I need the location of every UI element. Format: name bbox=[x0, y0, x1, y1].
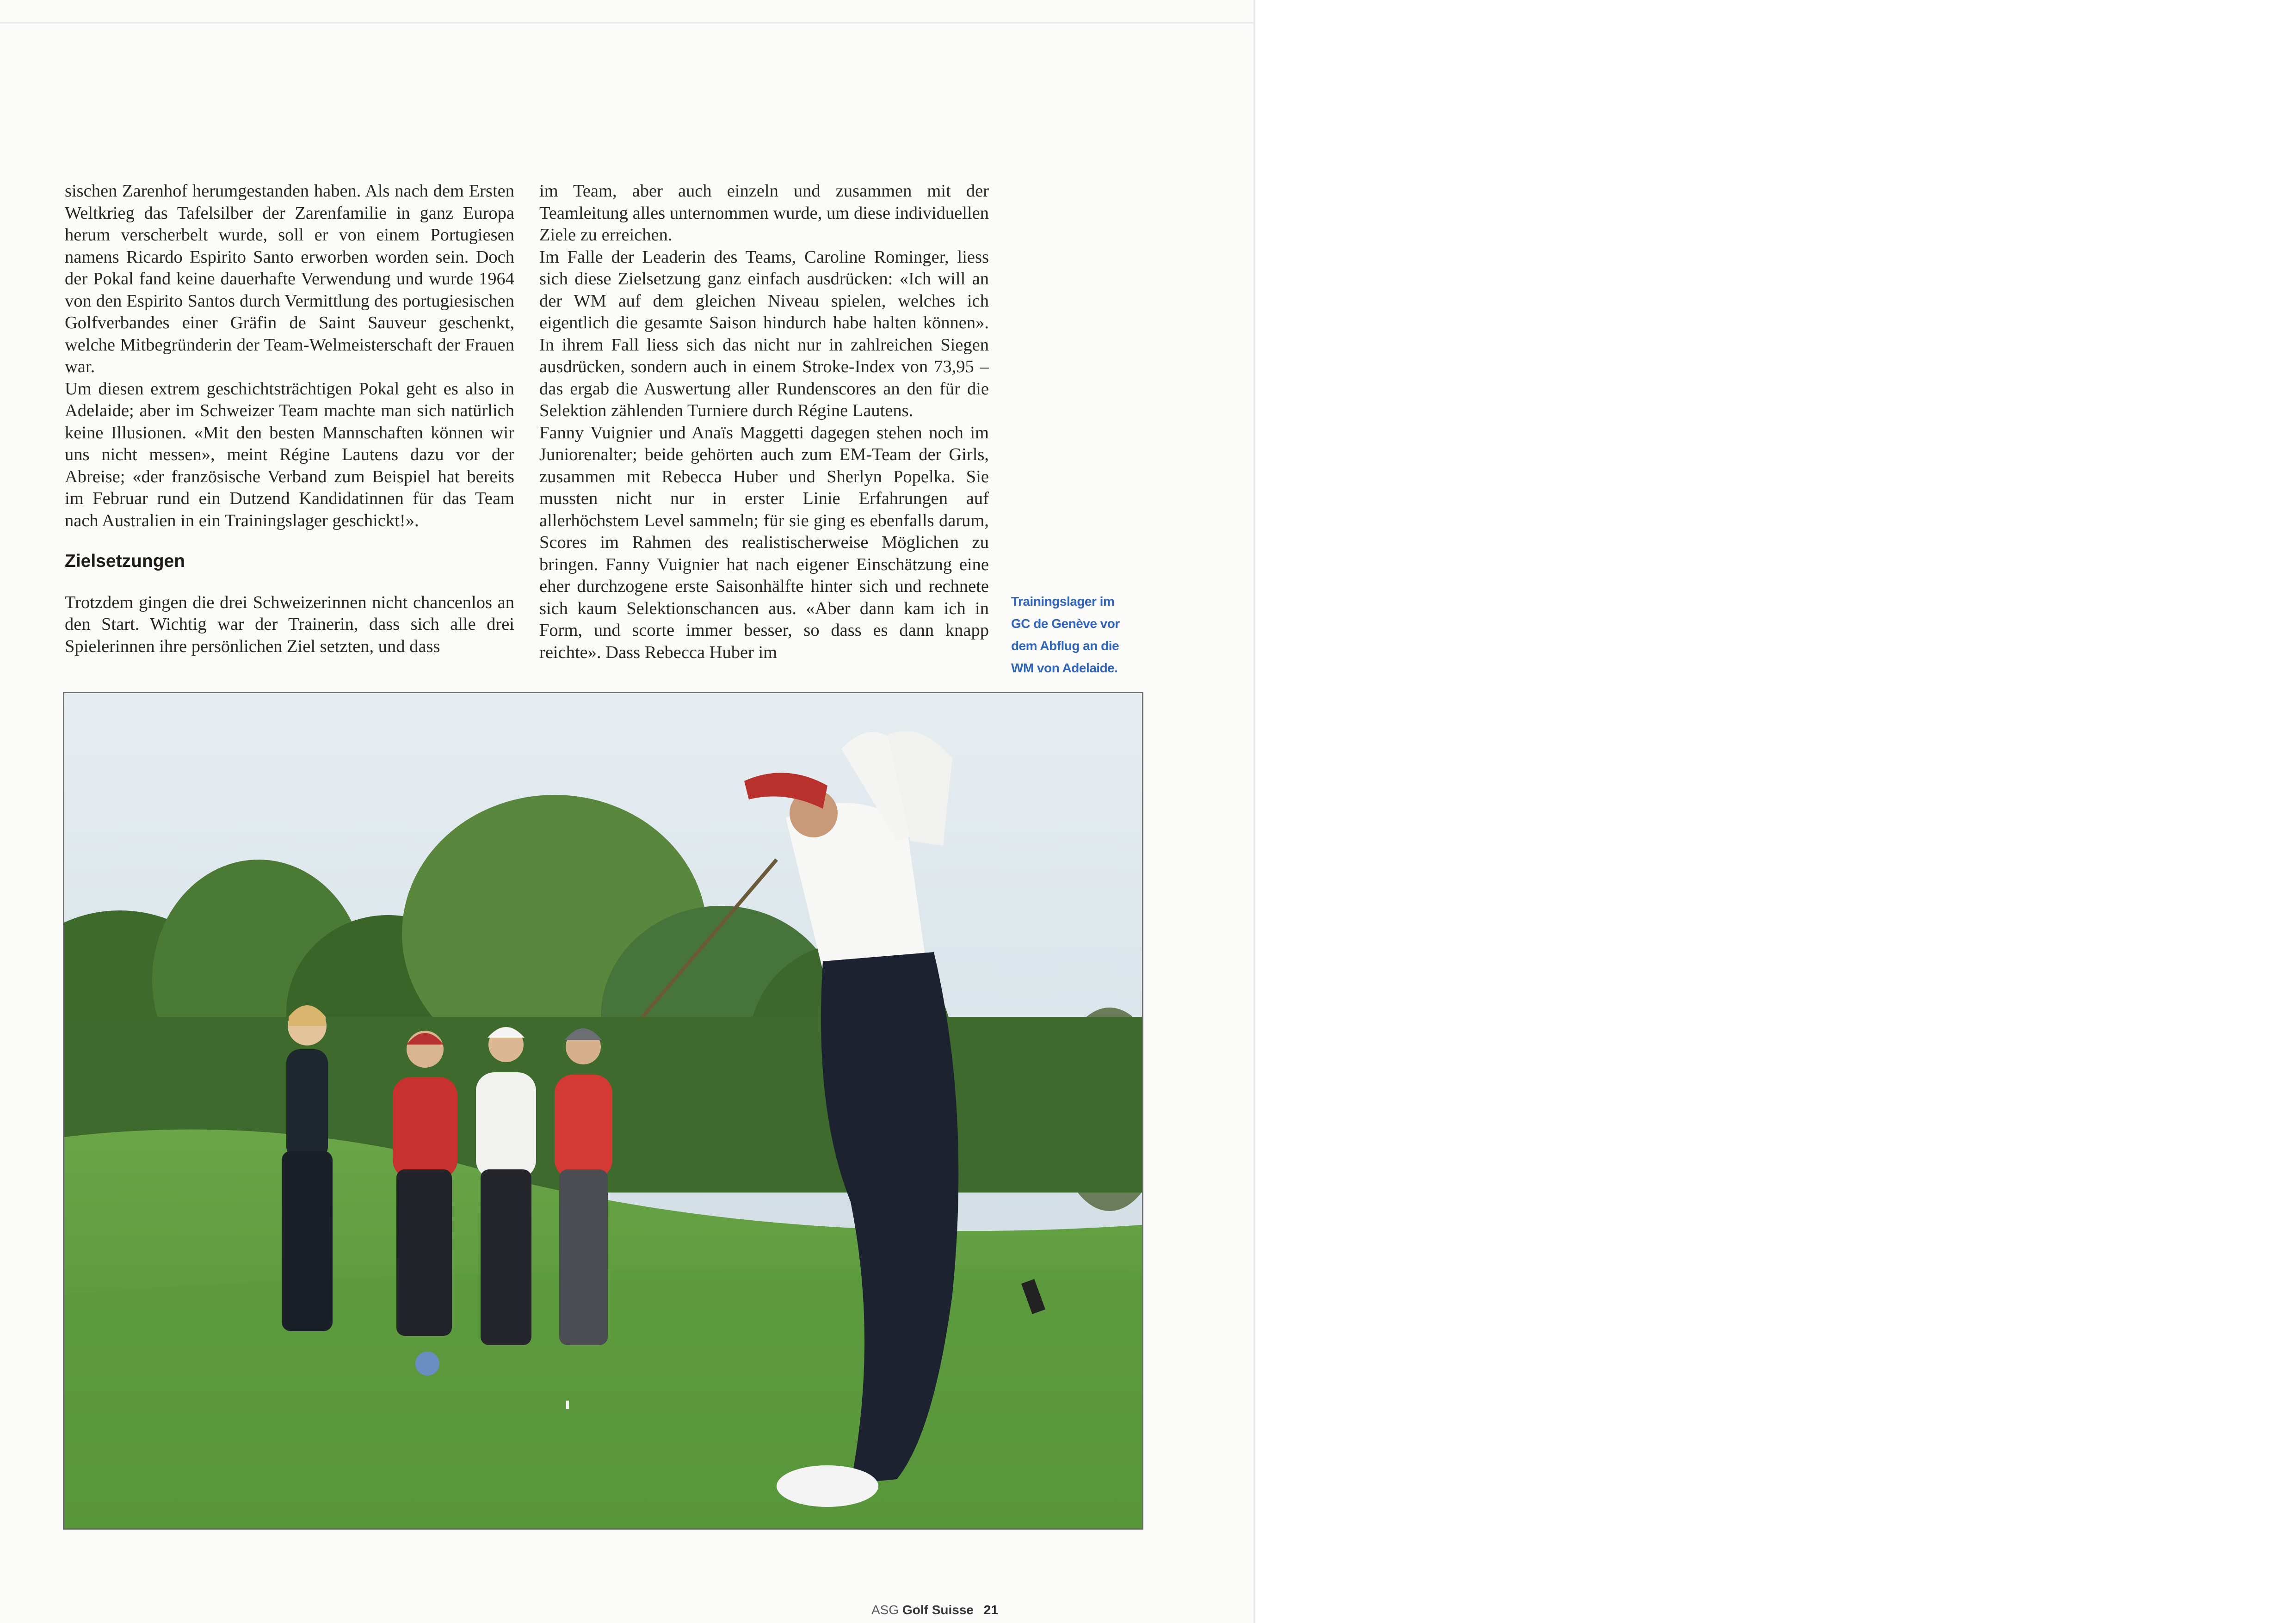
paragraph: sischen Zarenhof herumgestanden haben. Als nach dem Ersten Weltkrieg das Tafelsilber der Zarenfamilie in ganz Europa herum verscherbelt wurde, soll er von einem Portugiesen namens Ricardo Espirito Santo erworben worden sein. Doch der Pokal fand keine dauerhafte Verwendung und wurde 1964 von den Espirito Santos durch Vermittlung des portugiesischen Golfverbandes einer Gräfin de Saint Sauveur geschenkt, welche Mitbegründerin der Team-Welmeisterschaft der Frauen war. bbox=[65, 181, 514, 376]
article-column-left bbox=[65, 180, 514, 658]
article-column-right bbox=[539, 180, 989, 664]
caption-line: dem Abflug an die bbox=[1011, 639, 1119, 653]
golf-training-photo bbox=[63, 692, 1143, 1530]
photo-caption bbox=[1011, 590, 1131, 679]
caption-line: WM von Adelaide. bbox=[1011, 661, 1118, 675]
golf-tee bbox=[566, 1401, 569, 1409]
tee-marker bbox=[415, 1352, 439, 1376]
page-footer bbox=[871, 1603, 998, 1617]
page-top-rule bbox=[0, 22, 1253, 24]
section-heading: Zielsetzungen bbox=[65, 551, 185, 571]
footer-prefix: ASG bbox=[871, 1603, 899, 1617]
photo-illustration bbox=[64, 693, 1142, 1528]
page-number: 21 bbox=[983, 1603, 998, 1617]
paragraph: Im Falle der Leaderin des Teams, Caroline Rominger, liess sich diese Zielsetzung ganz einfach ausdrücken: «Ich will an der WM auf dem gleichen Niveau spielen, welches ich eigentlich die gesamte Saison hindurch habe halten können». In ihrem Fall liess sich das nicht nur in zahlreichen Siegen ausdrücken, sondern auch in einem Stroke-Index von 73,95 – das ergab die Auswertung aller Rundenscores an den für die Selektion zählenden Turniere durch Régine Lautens. bbox=[539, 247, 989, 420]
caption-line: GC de Genève vor bbox=[1011, 616, 1120, 631]
paragraph: Fanny Vuignier und Anaïs Maggetti dagegen stehen noch im Juniorenalter; beide gehörten auch zum EM-Team der Girls, zusammen mit Rebecca Huber und Sherlyn Popelka. Sie mussten nicht nur in erster Linie Erfahrungen auf allerhöchstem Level sammeln; für sie ging es ebenfalls darum, Scores im Rahmen des realistischerweise Möglichen zu bringen. Fanny Vuignier hat nach eigener Einschätzung eine eher durchzogene erste Saisonhälfte hinter sich und rechnete sich kaum Selektionschancen aus. «Aber dann kam ich in Form, und scorte immer besser, so dass es dann knapp reichte». Dass Rebecca Huber im bbox=[539, 423, 989, 662]
caption-line: Trainingslager im bbox=[1011, 594, 1115, 609]
paragraph: im Team, aber auch einzeln und zusammen mit der Teamleitung alles unternommen wurde, um diese individuellen Ziele zu erreichen. bbox=[539, 181, 989, 245]
golfer-shoe bbox=[777, 1465, 878, 1507]
paragraph: Trotzdem gingen die drei Schweizerinnen nicht chancenlos an den Start. Wichtig war der Trainerin, dass sich alle drei Spielerinnen ihre persönlichen Ziel setzten, und dass bbox=[65, 592, 514, 656]
footer-brand: Golf Suisse bbox=[902, 1603, 974, 1617]
paragraph: Um diesen extrem geschichtsträchtigen Pokal geht es also in Adelaide; aber im Schweizer Team machte man sich natürlich keine Illusionen. «Mit den besten Mannschaften können wir uns nicht messen», meint Régine Lautens dazu vor der Abreise; «der französische Verband zum Beispiel hat bereits im Februar rund ein Dutzend Kandidatinnen für das Team nach Australien in ein Trainingslager geschickt!». bbox=[65, 379, 514, 530]
